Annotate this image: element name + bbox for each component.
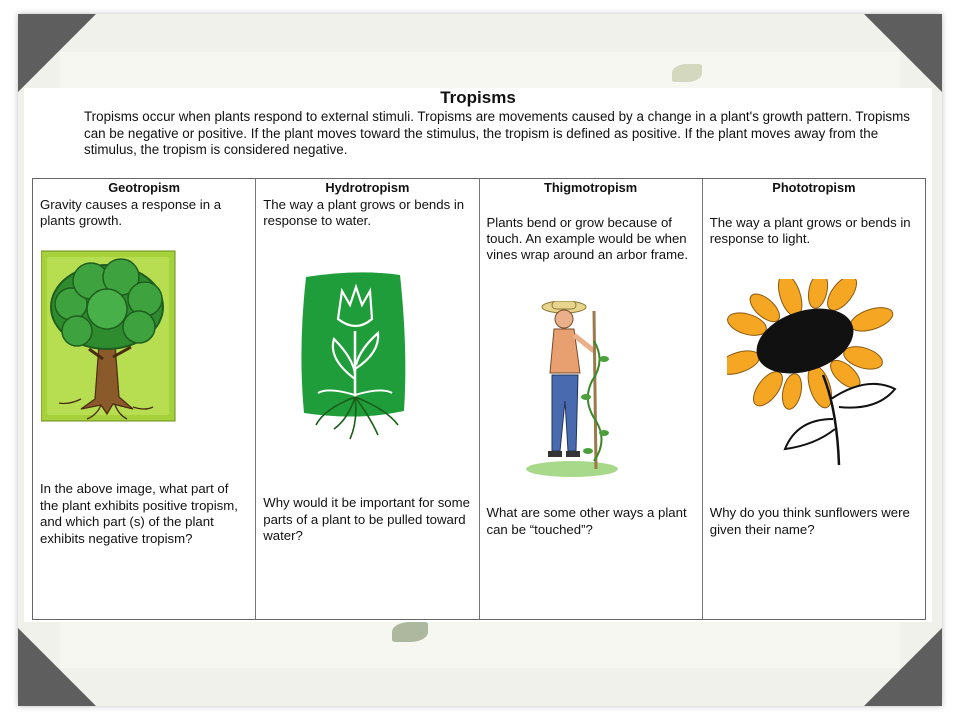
background-leaf-decoration bbox=[672, 64, 702, 82]
column-heading: Geotropism bbox=[108, 180, 181, 195]
column-thigmotropism bbox=[480, 179, 703, 619]
column-phototropism bbox=[703, 179, 925, 619]
frame-corner-top-left bbox=[18, 14, 96, 92]
worksheet bbox=[24, 88, 932, 622]
intro-paragraph: Tropisms occur when plants respond to external stimuli. Tropisms are movements caused by a change in a plant's growth pattern. Tropisms can be negative or positive. If the plant moves toward the stimulus, the tropism is defined as positive. If the plant moves away from the stimulus, the tropism is considered negative. bbox=[84, 109, 910, 158]
column-description: Gravity causes a response in a plants growth. bbox=[40, 197, 222, 229]
column-heading: Hydrotropism bbox=[325, 180, 410, 195]
column-question: Why would it be important for some parts of a plant to be pulled toward water? bbox=[263, 495, 470, 543]
column-heading: Phototropism bbox=[772, 180, 856, 195]
frame-corner-bottom-left bbox=[18, 628, 96, 706]
worksheet-title: Tropisms bbox=[440, 88, 516, 107]
column-geotropism bbox=[33, 179, 256, 619]
background-leaf-decoration bbox=[392, 622, 428, 642]
column-description: Plants bend or grow because of touch. An example would be when vines wrap around an arbor frame. bbox=[486, 215, 689, 263]
tulip-roots-illustration bbox=[298, 269, 428, 449]
column-question: Why do you think sunflowers were given their name? bbox=[709, 505, 910, 537]
tropisms-table bbox=[32, 178, 926, 620]
sunflower-illustration bbox=[727, 279, 907, 469]
column-description: The way a plant grows or bends in response to light. bbox=[709, 215, 911, 247]
tree-illustration bbox=[41, 249, 181, 427]
frame-corner-bottom-right bbox=[864, 628, 942, 706]
column-description: The way a plant grows or bends in response to water. bbox=[263, 197, 465, 229]
column-heading: Thigmotropism bbox=[544, 180, 638, 195]
column-question: What are some other ways a plant can be “touched”? bbox=[486, 505, 687, 537]
column-question: In the above image, what part of the plant exhibits positive tropism, and which part (s) of the plant exhibits negative tropism? bbox=[40, 481, 238, 546]
frame-corner-top-right bbox=[864, 14, 942, 92]
gardener-vine-illustration bbox=[524, 301, 624, 479]
column-hydrotropism bbox=[256, 179, 479, 619]
